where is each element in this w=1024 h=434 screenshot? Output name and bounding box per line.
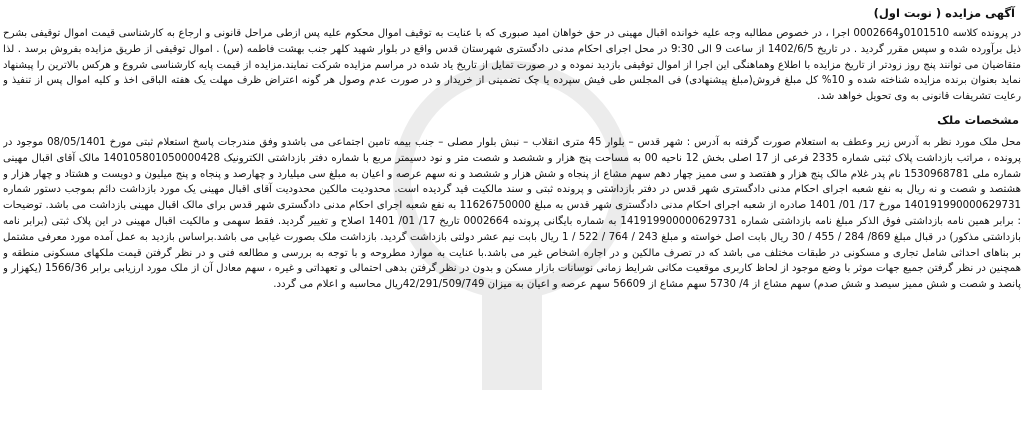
property-specs-paragraph: محل ملک مورد نظر به آدرس زیر وعطف به استعلام صورت گرفته به آدرس : شهر قدس – بلوار 45 متری انقلاب – نبش بلوار مصلی – جنب بیمه تامین اجتماعی می باشدو وفق مندرجات پاسخ استعلام ثبتی مورخ 08/05/1401 موجود در پرونده ، مراتب بازداشت پلاک ثبتی شماره 2335 فرعی از 17 اصلی بخش 12 ناحیه 00 به مساحت پنج هزار و ششصد و شصت متر و نود دسیمتر مربع با شماره دفتر بازداشتی الکترونیک 140105801050000428 مالک آقای اقبال مهینی شماره ملی 1530968781 نام پدر غلام مالک پنج هزار و هفتصد و سی ممیز چهار دهم سهم مشاع از پنجاه و شش هزار و ششصد و نه سهم عرصه و اعیان به مبلغ سی میلیارد و چهارصد و پنجاه و پنج میلیون و دویست و هشتاد و چهار هزار و هشتصد و شصت و نه ریال به نفع شعبه اجرای احکام مدنی دادگستری شهر قدس در دفتر بازداشتی و پرونده ثبتی و سند مالکیت قید گردیده است. محدودیت مالکین محدودیت آقای اقبال مهینی یک مورد بازداشت دائم بموجب دستور شماره 140191990000629731 مورخ 17/ 01/ 1401 صادره از شعبه اجرای احکام مدنی دادگستری شهر قدس به مبلغ 11626750000 به نفع شعبه اجرای احکام مدنی دادگستری شهر قدس برای مالک اقبال مهینی بازداشت می باشد. توضیحات : برابر همین نامه بازداشتی فوق الذکر مبلغ نامه بازداشتی شماره 141919900000629731 به شماره بایگانی پرونده 0002664 تاریخ 17/ 01/ 1401 اصلاح و تغییر گردید. فقط سهمی و مالکیت اقبال مهینی در این پلاک ثبتی (برابر نامه بازداشتی مذکور) در قبال مبلغ 869/ 284 / 455 / 30 ریال بابت اصل خواسته و مبلغ 243 / 764 / 522 / 1 ریال بابت نیم عشر دولتی بازداشت گردید. بازداشت ملک بصورت غیابی می باشد.براساس بازدید به عمل آمده مورد معرفی مشتمل بر بناهای احداثی شامل تجاری و مسکونی در طبقات مختلف می باشد که در تصرف مالکین و در اجاره اشخاص غیر می باشد.با عنایت به موارد مطروحه و با توجه به بررسی و مطالعه فنی و در نظر گرفتن قیمت ملکهای مسکونی منطقه و همچنین در نظر گرفتن جمیع جهات موثر با وضع موجود از لحاظ کاربری موقعیت مکانی شرایط زمانی نوسانات بازار مسکن و بدون در نظر گرفتن بدهی احتمالی و تعهداتی و غیره ، سهم معادل آن از ملک مورد ارزیابی برابر 1566/36 (یکهزار و پانصد و شصت و شش ممیز سیصد و شش صدم) سهم مشاع از 4/ 5730 سهم مشاع از 56609 سهم عرصه و اعیان به میزان 42/291/509/749ریال محاسبه و اعلام می گردد. xyxy=(3,136,1021,291)
auction-notice xyxy=(3,4,1021,430)
notice-body-paragraph: در پرونده کلاسه 0101510و0002664 اجرا ، در خصوص مطالبه وجه علیه خوانده اقبال مهینی در حق خواهان امید صبوری که با عنایت به توقیف اموال محکوم علیه پس ازطی مراحل قانونی و ارجاع به کارشناسی قیمت اموال توقیفی بشرح ذیل برآورده شده و سپس مقرر گردید . در تاریخ 1402/6/5 از ساعت 9 الی 9:30 در محل اجرای احکام مدنی دادگستری شهرستان قدس واقع در بلوار شهید کلهر جنب بهشت فاطمه (س) . اموال توقیفی از طریق مزایده بفروش برسد . لذا متقاضیان می توانند پنج روز زودتر از تاریخ مزایده با اطلاع وهماهنگی این اجرا از اموال توقیفی بازدید نموده و در صورت تمایل از تاریخ یاد شده در مراسم مزایده شرکت نمایند.مزایده از قیمت پایه کارشناسی شروع و هرکس بالاترین را پیشنهاد نماید بعنوان برنده مزایده شناخته شده و 10% کل مبلغ فروش(مبلغ پیشنهادی) فی المجلس طی فیش سپرده یا چک تضمینی از خریدار و در صورت عدم وصول هر گونه اعتراض ظرف مهلت یک هفته الباقی اخذ و کلیه اموال پس از تنفیذ و رعایت تشریفات قانونی به وی تحویل خواهد شد. xyxy=(3,28,1021,103)
notice-title: آگهی مزایده ( نوبت اول) xyxy=(873,6,1015,20)
property-specs-heading: مشخصات ملک xyxy=(937,112,1019,127)
